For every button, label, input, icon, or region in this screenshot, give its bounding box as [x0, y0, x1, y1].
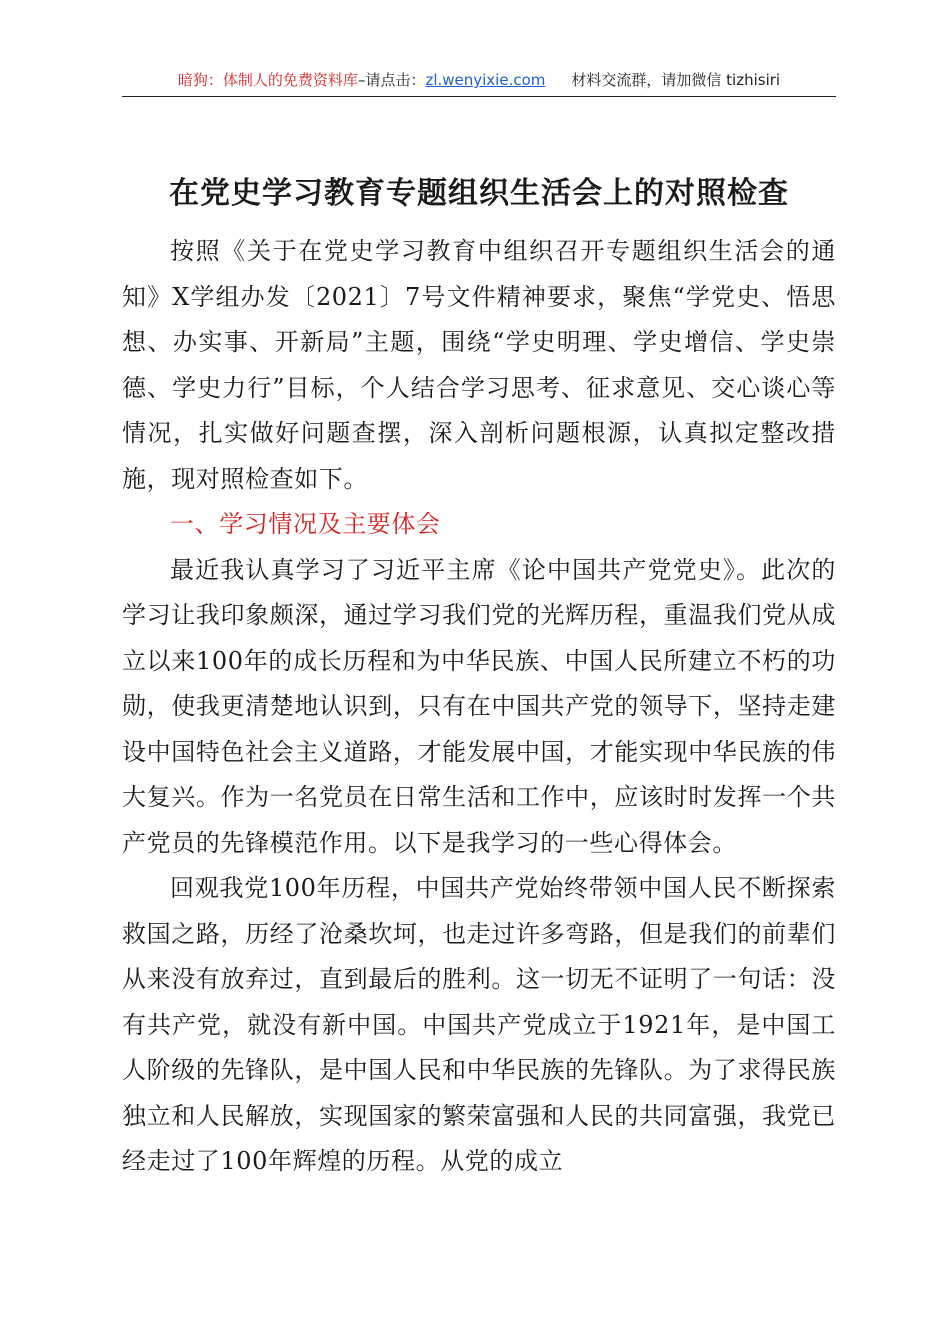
- body-paragraph: 回观我党100年历程，中国共产党始终带领中国人民不断探索救国之路，历经了沧桑坎坷，也走过许多弯路，但是我们的前辈们从来没有放弃过，直到最后的胜利。这一切无不证明了一句话：没有共产党，就没有新中国。中国共产党成立于1921年，是中国工人阶级的先锋队，是中国人民和中华民族的先锋队。为了求得民族独立和人民解放，实现国家的繁荣富强和人民的共同富强，我党已经走过了100年辉煌的历程。从党的成立: [122, 874, 836, 1175]
- document-body: [122, 229, 836, 1185]
- intro-paragraph: 按照《关于在党史学习教育中组织召开专题组织生活会的通知》X学组办发〔2021〕7号文件精神要求，聚焦“学党史、悟思想、办实事、开新局”主题，围绕“学史明理、学史增信、学史崇德、学史力行”目标，个人结合学习思考、征求意见、交心谈心等情况，扎实做好问题查摆，深入剖析问题根源，认真拟定整改措施，现对照检查如下。: [122, 237, 836, 493]
- page-header: [122, 66, 836, 97]
- header-promo: 暗狗：体制人的免费资料库: [177, 71, 358, 89]
- header-prompt: –请点击：: [357, 71, 426, 89]
- header-link[interactable]: zl.wenyixie.com: [425, 71, 546, 89]
- document-title: 在党史学习教育专题组织生活会上的对照检查: [169, 176, 789, 212]
- header-contact: 材料交流群，请加微信 tizhisiri: [571, 71, 781, 89]
- body-paragraph: 最近我认真学习了习近平主席《论中国共产党党史》。此次的学习让我印象颇深，通过学习我们党的光辉历程，重温我们党从成立以来100年的成长历程和为中华民族、中国人民所建立不朽的功勋，使我更清楚地认识到，只有在中国共产党的领导下，坚持走建设中国特色社会主义道路，才能发展中国，才能实现中华民族的伟大复兴。作为一名党员在日常生活和工作中，应该时时发挥一个共产党员的先锋模范作用。以下是我学习的一些心得体会。: [122, 555, 836, 857]
- section-heading: 一、学习情况及主要体会: [170, 510, 441, 538]
